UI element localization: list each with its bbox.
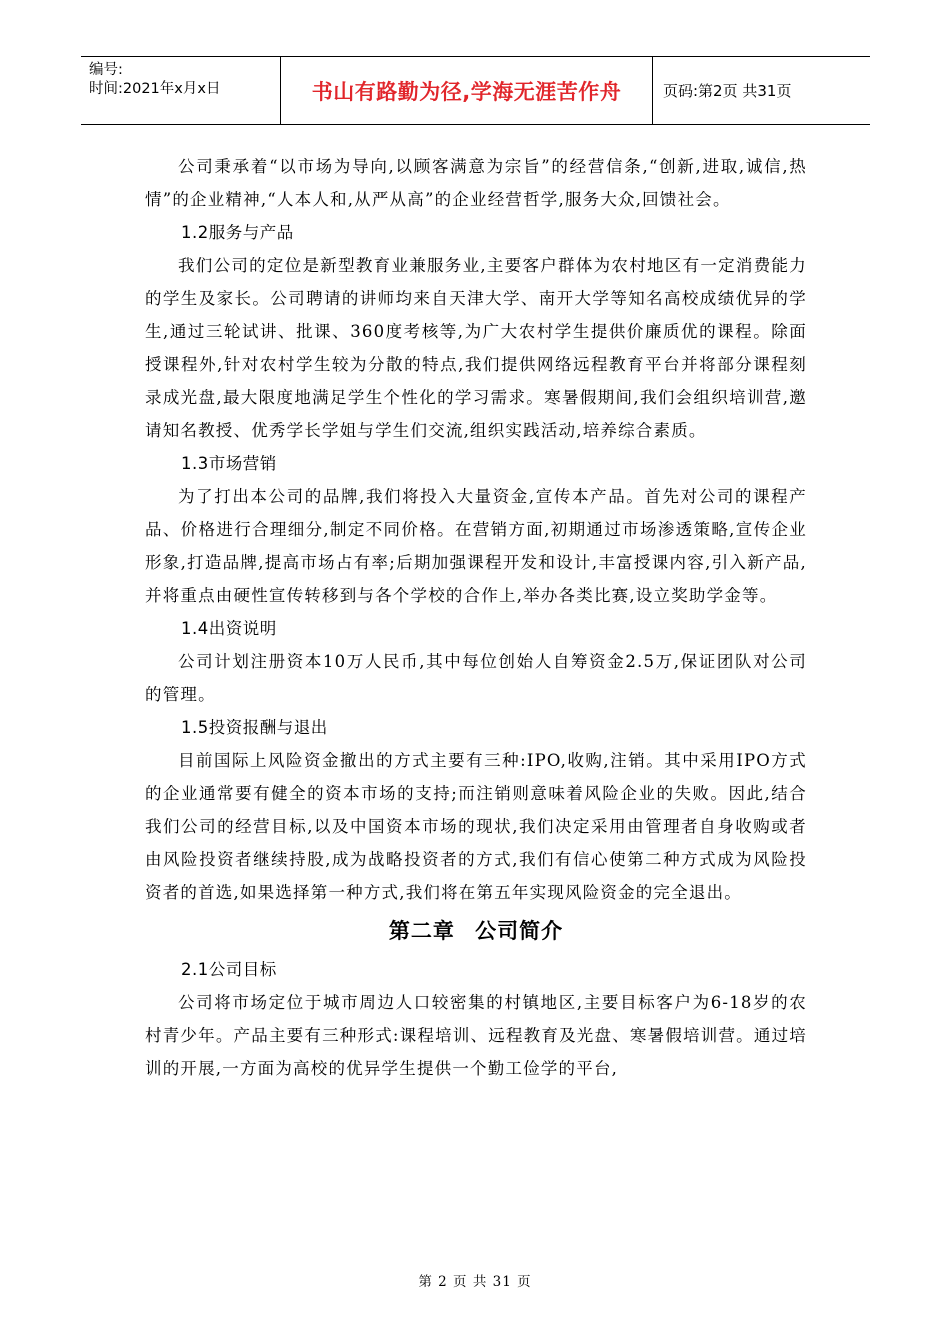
page-header [81,56,870,125]
header-motto: 书山有路勤为径,学海无涯苦作舟 [281,57,653,124]
chapter-title: 第二章 公司简介 [388,919,564,943]
section-heading-1-4: 1.4出资说明 [181,619,277,638]
section-heading-1-5: 1.5投资报酬与退出 [181,718,328,737]
header-page-info: 页码:第2页 共31页 [663,82,792,100]
paragraph-company-goals: 公司将市场定位于城市周边人口较密集的村镇地区,主要目标客户为6-18岁的农村青少年。产品主要有三种形式:课程培训、远程教育及光盘、寒暑假培训营。通过培训的开展,一方面为高校的优异学生提供一个勤工俭学的平台, [145,993,807,1078]
header-meta [81,57,281,124]
document-body [145,150,807,1085]
section-heading-1-3: 1.3市场营销 [181,454,277,473]
paragraph-services-products: 我们公司的定位是新型教育业兼服务业,主要客户群体为农村地区有一定消费能力的学生及家长。公司聘请的讲师均来自天津大学、南开大学等知名高校成绩优异的学生,通过三轮试讲、批课、360度考核等,为广大农村学生提供价廉质优的课程。除面授课程外,针对农村学生较为分散的特点,我们提供网络远程教育平台并将部分课程刻录成光盘,最大限度地满足学生个性化的学习需求。寒暑假期间,我们会组织培训营,邀请知名教授、优秀学长学姐与学生们交流,组织实践活动,培养综合素质。 [145,256,807,440]
paragraph-marketing: 为了打出本公司的品牌,我们将投入大量资金,宣传本产品。首先对公司的课程产品、价格进行合理细分,制定不同价格。在营销方面,初期通过市场渗透策略,宣传企业形象,打造品牌,提高市场占有率;后期加强课程开发和设计,丰富授课内容,引入新产品,并将重点由硬性宣传转移到与各个学校的合作上,举办各类比赛,设立奖助学金等。 [145,487,807,605]
document-number-label: 编号: [89,62,123,78]
paragraph-capital: 公司计划注册资本10万人民币,其中每位创始人自筹资金2.5万,保证团队对公司的管理。 [145,652,807,704]
document-time-label: 时间:2021年x月x日 [89,81,221,97]
page-footer: 第 2 页 共 31 页 [418,1274,532,1290]
section-heading-2-1: 2.1公司目标 [181,960,277,979]
paragraph-investment-exit: 目前国际上风险资金撤出的方式主要有三种:IPO,收购,注销。其中采用IPO方式的企业通常要有健全的资本市场的支持;而注销则意味着风险企业的失败。因此,结合我们公司的经营目标,以及中国资本市场的现状,我们决定采用由管理者自身收购或者由风险投资者继续持股,成为战略投资者的方式,我们有信心使第二种方式成为风险投资者的首选,如果选择第一种方式,我们将在第五年实现风险资金的完全退出。 [145,751,807,902]
section-heading-1-2: 1.2服务与产品 [181,223,294,242]
paragraph-company-philosophy: 公司秉承着“以市场为导向,以顾客满意为宗旨”的经营信条,“创新,进取,诚信,热情”的企业精神,“人本人和,从严从高”的企业经营哲学,服务大众,回馈社会。 [145,157,807,209]
